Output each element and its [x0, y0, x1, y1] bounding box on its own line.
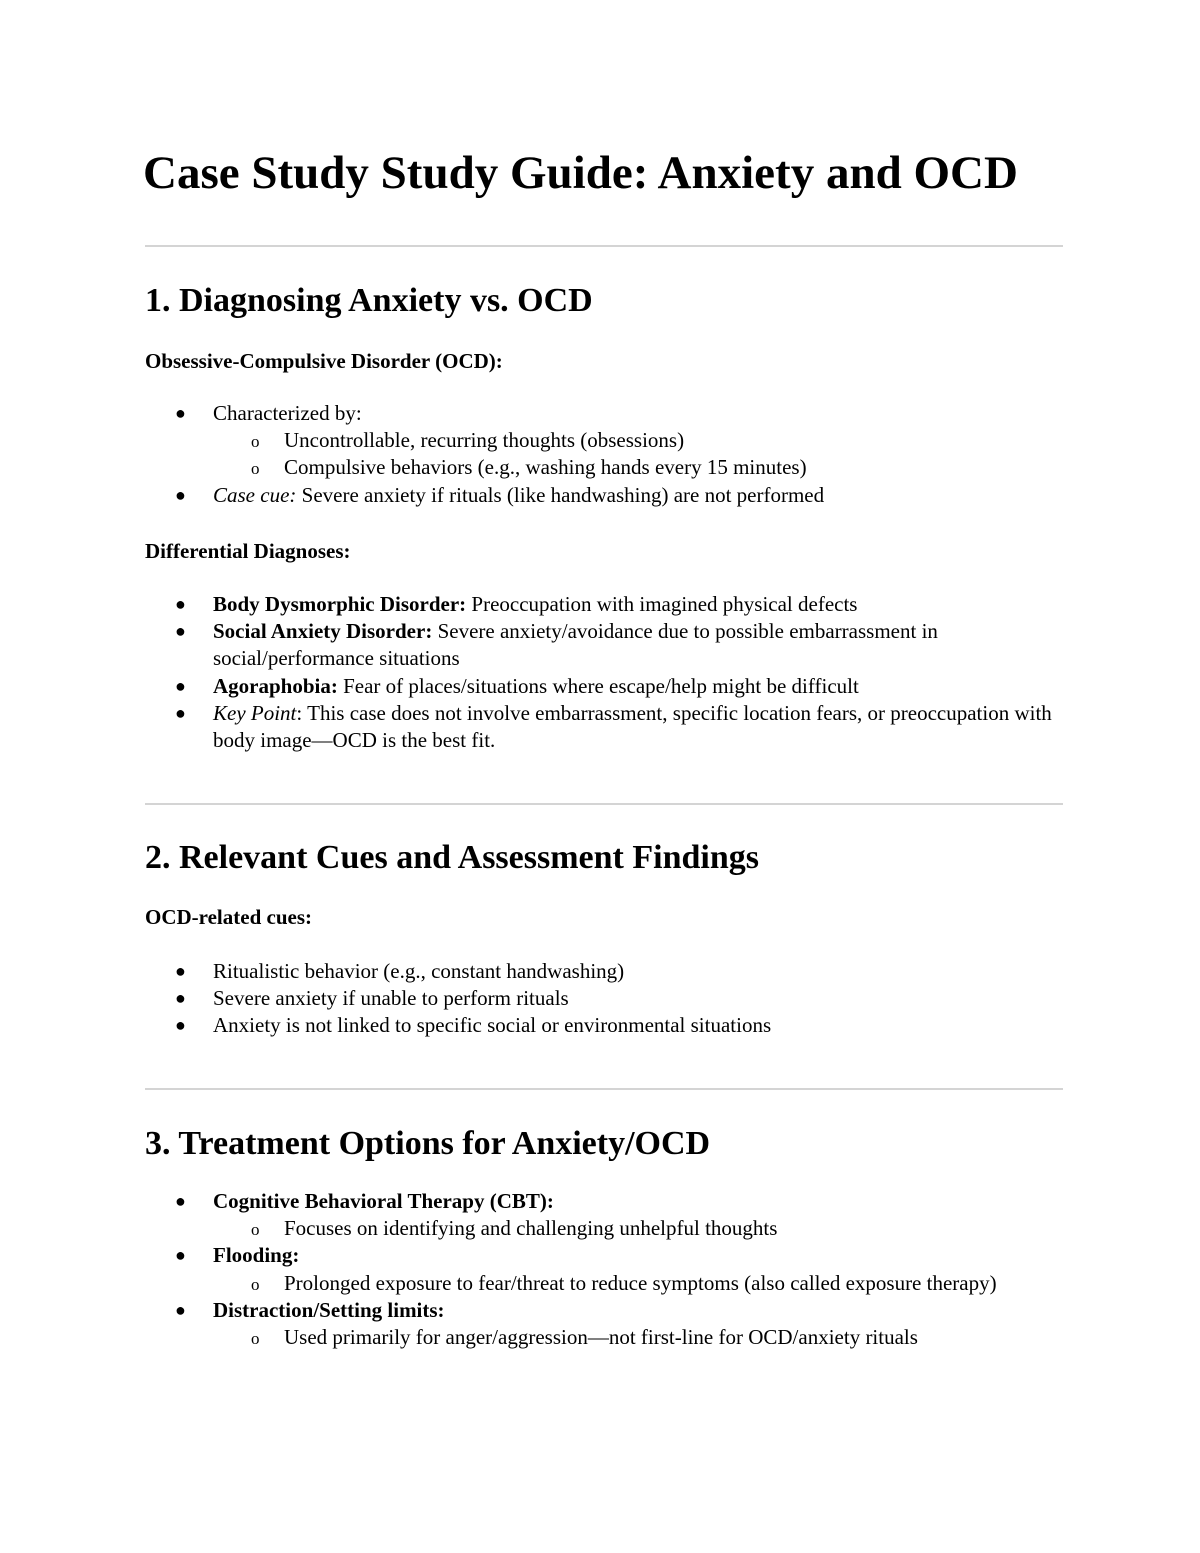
sub-item-text: Focuses on identifying and challenging unhelpful thoughts: [284, 1216, 778, 1241]
bullet-icon: ●: [175, 675, 186, 696]
key-point-label: Key Point: [213, 700, 297, 725]
bullet-icon: ●: [175, 988, 186, 1009]
circle-bullet-icon: o: [251, 1329, 260, 1349]
bullet-icon: ●: [175, 621, 186, 642]
circle-bullet-icon: o: [251, 459, 260, 479]
sub-list-item: [213, 1324, 1064, 1351]
treatment-label: Flooding:: [213, 1243, 300, 1268]
list-item: [145, 700, 1063, 754]
bullet-icon: ●: [175, 961, 186, 981]
list-item: [145, 591, 1063, 618]
treatment-list: [145, 1188, 1064, 1351]
cues-list: [145, 958, 771, 1040]
section-2-heading: 2. Relevant Cues and Assessment Findings: [145, 839, 759, 876]
circle-bullet-icon: o: [251, 1220, 260, 1240]
list-item: [145, 618, 1063, 672]
case-cue-text: Severe anxiety if rituals (like handwashing) are not performed: [296, 482, 825, 507]
key-point-text: : This case does not involve embarrassment, specific location fears, or preoccupation with body image—OCD is the best fit.: [213, 700, 1052, 753]
bullet-icon: ●: [175, 1245, 186, 1266]
section-1-heading: 1. Diagnosing Anxiety vs. OCD: [145, 282, 593, 319]
sub-item-text: Prolonged exposure to fear/threat to reduce symptoms (also called exposure therapy): [284, 1270, 997, 1295]
treatment-sublist: [213, 1215, 1064, 1242]
diagnosis-text: Preoccupation with imagined physical defects: [466, 592, 858, 616]
differential-label: Differential Diagnoses:: [145, 539, 351, 563]
bullet-icon: ●: [175, 702, 186, 723]
treatment-label: Distraction/Setting limits:: [213, 1297, 445, 1322]
document-title: Case Study Study Guide: Anxiety and OCD: [143, 147, 1018, 199]
divider: [145, 803, 1063, 805]
diagnosis-term: Body Dysmorphic Disorder:: [213, 592, 467, 616]
treatment-label: Cognitive Behavioral Therapy (CBT):: [213, 1189, 554, 1213]
cue-text: Anxiety is not linked to specific social or environmental situations: [213, 1013, 772, 1038]
sub-list-item: [213, 454, 824, 481]
list-item: [145, 985, 771, 1012]
sub-list-item: [213, 427, 824, 454]
list-item: [145, 1188, 1064, 1242]
differential-list: [145, 591, 1063, 754]
sub-item-text: Used primarily for anger/aggression—not first-line for OCD/anxiety rituals: [284, 1325, 918, 1350]
diagnosis-term: Agoraphobia:: [213, 673, 338, 698]
sub-item-text: Compulsive behaviors (e.g., washing hands every 15 minutes): [284, 455, 807, 480]
diagnosis-text: Severe anxiety/avoidance due to possible embarrassment in social/performance situations: [213, 619, 938, 671]
list-item: [145, 1297, 1064, 1351]
bullet-icon: ●: [175, 403, 186, 423]
sub-item-text: Uncontrollable, recurring thoughts (obsessions): [284, 428, 685, 453]
circle-bullet-icon: o: [251, 1274, 260, 1294]
ocd-label: Obsessive-Compulsive Disorder (OCD):: [145, 349, 503, 373]
list-item: [145, 1012, 771, 1039]
circle-bullet-icon: o: [251, 432, 260, 452]
list-item: [145, 958, 771, 985]
characterized-label: Characterized by:: [213, 401, 362, 425]
sub-list-item: [213, 1215, 1064, 1242]
list-item: [145, 673, 1063, 700]
diagnosis-term: Social Anxiety Disorder:: [213, 619, 433, 644]
cues-label: OCD-related cues:: [145, 905, 312, 929]
list-item: [145, 1242, 1064, 1296]
cue-text: Ritualistic behavior (e.g., constant handwashing): [213, 959, 625, 983]
treatment-sublist: [213, 1270, 1064, 1297]
treatment-sublist: [213, 1324, 1064, 1351]
list-item: [145, 482, 824, 509]
divider: [145, 245, 1063, 247]
ocd-list: [145, 400, 824, 509]
bullet-icon: ●: [175, 1015, 186, 1036]
sub-list-item: [213, 1270, 1064, 1297]
divider: [145, 1088, 1063, 1090]
case-cue-label: Case cue:: [213, 482, 297, 507]
section-3-heading: 3. Treatment Options for Anxiety/OCD: [145, 1125, 711, 1162]
characterized-sublist: [213, 427, 824, 481]
diagnosis-text: Fear of places/situations where escape/help might be difficult: [337, 673, 859, 698]
cue-text: Severe anxiety if unable to perform rituals: [213, 986, 569, 1011]
bullet-icon: ●: [175, 484, 186, 505]
bullet-icon: ●: [175, 1191, 186, 1211]
bullet-icon: ●: [175, 594, 186, 614]
list-item: [145, 400, 824, 482]
bullet-icon: ●: [175, 1299, 186, 1320]
